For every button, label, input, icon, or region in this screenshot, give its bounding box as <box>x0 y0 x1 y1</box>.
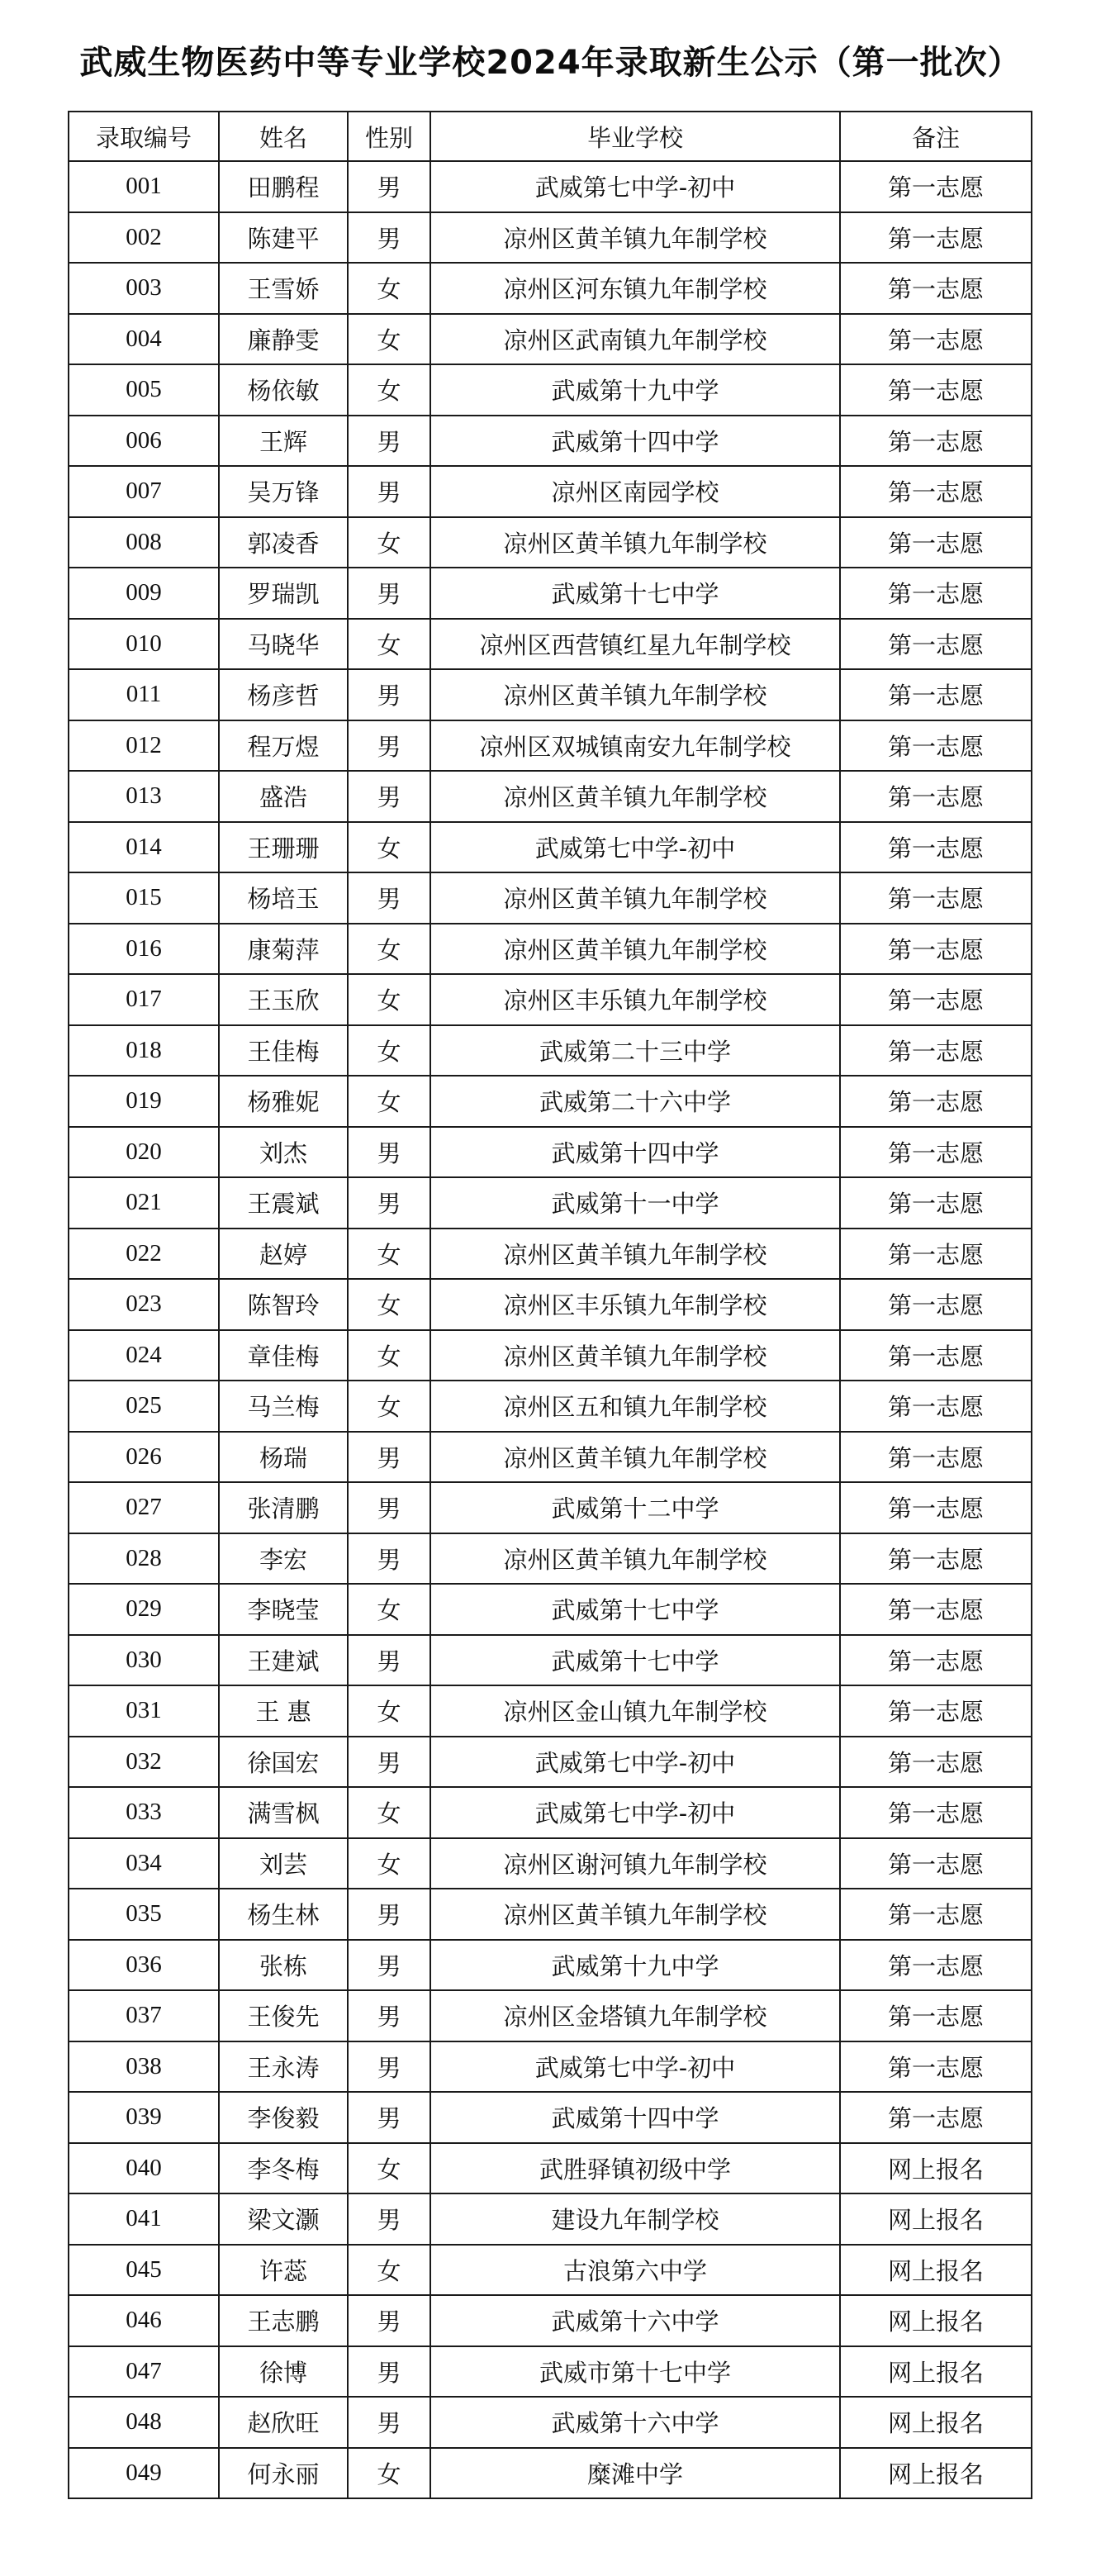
page-title: 武威生物医药中等专业学校2024年录取新生公示（第一批次） <box>79 44 1022 82</box>
cell-gender: 女 <box>348 2448 430 2499</box>
cell-graduation-school: 凉州区黄羊镇九年制学校 <box>430 771 840 822</box>
cell-admission-number: 008 <box>69 517 219 568</box>
cell-name: 廉静雯 <box>219 314 348 365</box>
cell-gender: 女 <box>348 1787 430 1838</box>
cell-name: 王俊先 <box>219 1990 348 2041</box>
table-row <box>69 2245 1032 2296</box>
cell-admission-number: 029 <box>69 1584 219 1635</box>
cell-name: 田鹏程 <box>219 161 348 212</box>
table-row <box>69 771 1032 822</box>
cell-graduation-school: 武威第十九中学 <box>430 1940 840 1991</box>
cell-remarks: 第一志愿 <box>840 924 1032 975</box>
cell-name: 盛浩 <box>219 771 348 822</box>
cell-admission-number: 027 <box>69 1482 219 1533</box>
cell-name: 程万煜 <box>219 720 348 772</box>
cell-graduation-school: 凉州区五和镇九年制学校 <box>430 1381 840 1432</box>
cell-remarks: 第一志愿 <box>840 161 1032 212</box>
cell-graduation-school: 凉州区武南镇九年制学校 <box>430 314 840 365</box>
cell-graduation-school: 凉州区黄羊镇九年制学校 <box>430 924 840 975</box>
table-row <box>69 2092 1032 2143</box>
cell-remarks: 第一志愿 <box>840 314 1032 365</box>
cell-graduation-school: 武胜驿镇初级中学 <box>430 2143 840 2194</box>
cell-admission-number: 047 <box>69 2346 219 2398</box>
cell-graduation-school: 凉州区谢河镇九年制学校 <box>430 1838 840 1889</box>
cell-graduation-school: 建设九年制学校 <box>430 2193 840 2245</box>
cell-admission-number: 037 <box>69 1990 219 2041</box>
cell-gender: 男 <box>348 1127 430 1178</box>
table-row <box>69 161 1032 212</box>
table-row <box>69 669 1032 720</box>
cell-gender: 女 <box>348 314 430 365</box>
cell-admission-number: 049 <box>69 2448 219 2499</box>
cell-graduation-school: 凉州区黄羊镇九年制学校 <box>430 1229 840 1280</box>
cell-graduation-school: 凉州区黄羊镇九年制学校 <box>430 212 840 264</box>
cell-graduation-school: 武威第七中学-初中 <box>430 2041 840 2093</box>
cell-admission-number: 005 <box>69 364 219 416</box>
cell-graduation-school: 武威第十四中学 <box>430 1127 840 1178</box>
cell-gender: 女 <box>348 364 430 416</box>
cell-admission-number: 036 <box>69 1940 219 1991</box>
cell-admission-number: 023 <box>69 1279 219 1330</box>
table-row <box>69 212 1032 264</box>
cell-graduation-school: 凉州区黄羊镇九年制学校 <box>430 517 840 568</box>
cell-admission-number: 039 <box>69 2092 219 2143</box>
table-row <box>69 1482 1032 1533</box>
cell-admission-number: 045 <box>69 2245 219 2296</box>
cell-gender: 女 <box>348 1381 430 1432</box>
cell-gender: 女 <box>348 924 430 975</box>
table-row <box>69 1635 1032 1686</box>
cell-graduation-school: 武威第十一中学 <box>430 1177 840 1229</box>
cell-remarks: 网上报名 <box>840 2193 1032 2245</box>
table-row <box>69 517 1032 568</box>
cell-name: 郭凌香 <box>219 517 348 568</box>
cell-remarks: 第一志愿 <box>840 212 1032 264</box>
cell-admission-number: 026 <box>69 1432 219 1483</box>
cell-admission-number: 006 <box>69 416 219 467</box>
cell-graduation-school: 武威第十七中学 <box>430 1635 840 1686</box>
cell-gender: 男 <box>348 2346 430 2398</box>
header-row <box>69 112 1032 161</box>
cell-graduation-school: 武威第十四中学 <box>430 2092 840 2143</box>
cell-admission-number: 007 <box>69 466 219 517</box>
header-name: 姓名 <box>219 112 348 161</box>
cell-admission-number: 028 <box>69 1533 219 1585</box>
cell-graduation-school: 武威第十九中学 <box>430 364 840 416</box>
cell-graduation-school: 凉州区黄羊镇九年制学校 <box>430 1330 840 1381</box>
cell-admission-number: 012 <box>69 720 219 772</box>
cell-admission-number: 015 <box>69 872 219 924</box>
cell-gender: 男 <box>348 416 430 467</box>
cell-remarks: 第一志愿 <box>840 1584 1032 1635</box>
table-row <box>69 2397 1032 2448</box>
cell-admission-number: 022 <box>69 1229 219 1280</box>
cell-remarks: 第一志愿 <box>840 872 1032 924</box>
table-row <box>69 1279 1032 1330</box>
cell-remarks: 第一志愿 <box>840 1482 1032 1533</box>
cell-remarks: 第一志愿 <box>840 416 1032 467</box>
cell-remarks: 网上报名 <box>840 2143 1032 2194</box>
cell-name: 马晓华 <box>219 619 348 670</box>
header-admission-number: 录取编号 <box>69 112 219 161</box>
cell-gender: 男 <box>348 2193 430 2245</box>
cell-gender: 男 <box>348 771 430 822</box>
cell-remarks: 第一志愿 <box>840 619 1032 670</box>
cell-admission-number: 041 <box>69 2193 219 2245</box>
cell-name: 李宏 <box>219 1533 348 1585</box>
cell-graduation-school: 武威第十二中学 <box>430 1482 840 1533</box>
cell-gender: 女 <box>348 619 430 670</box>
cell-name: 赵婷 <box>219 1229 348 1280</box>
cell-remarks: 第一志愿 <box>840 568 1032 619</box>
cell-graduation-school: 凉州区丰乐镇九年制学校 <box>430 974 840 1025</box>
cell-remarks: 第一志愿 <box>840 669 1032 720</box>
cell-admission-number: 004 <box>69 314 219 365</box>
cell-remarks: 第一志愿 <box>840 466 1032 517</box>
cell-name: 康菊萍 <box>219 924 348 975</box>
cell-admission-number: 003 <box>69 263 219 314</box>
cell-remarks: 第一志愿 <box>840 771 1032 822</box>
cell-name: 刘杰 <box>219 1127 348 1178</box>
cell-admission-number: 002 <box>69 212 219 264</box>
table-row <box>69 2448 1032 2499</box>
cell-gender: 女 <box>348 1076 430 1127</box>
cell-gender: 女 <box>348 1025 430 1077</box>
cell-gender: 男 <box>348 1889 430 1940</box>
cell-name: 杨培玉 <box>219 872 348 924</box>
cell-remarks: 第一志愿 <box>840 1127 1032 1178</box>
cell-graduation-school: 武威第二十六中学 <box>430 1076 840 1127</box>
cell-name: 刘芸 <box>219 1838 348 1889</box>
cell-admission-number: 018 <box>69 1025 219 1077</box>
cell-admission-number: 010 <box>69 619 219 670</box>
cell-admission-number: 035 <box>69 1889 219 1940</box>
cell-remarks: 网上报名 <box>840 2346 1032 2398</box>
cell-remarks: 网上报名 <box>840 2245 1032 2296</box>
cell-admission-number: 001 <box>69 161 219 212</box>
cell-name: 李俊毅 <box>219 2092 348 2143</box>
cell-graduation-school: 武威第十七中学 <box>430 1584 840 1635</box>
cell-name: 何永丽 <box>219 2448 348 2499</box>
cell-name: 王 惠 <box>219 1685 348 1737</box>
cell-name: 王珊珊 <box>219 822 348 873</box>
cell-name: 杨瑞 <box>219 1432 348 1483</box>
table-body <box>69 161 1032 2498</box>
cell-remarks: 第一志愿 <box>840 1737 1032 1788</box>
cell-name: 李晓莹 <box>219 1584 348 1635</box>
cell-gender: 男 <box>348 720 430 772</box>
header-gender: 性别 <box>348 112 430 161</box>
cell-name: 陈智玲 <box>219 1279 348 1330</box>
cell-name: 马兰梅 <box>219 1381 348 1432</box>
cell-name: 赵欣旺 <box>219 2397 348 2448</box>
cell-graduation-school: 凉州区丰乐镇九年制学校 <box>430 1279 840 1330</box>
table-row <box>69 1229 1032 1280</box>
cell-gender: 女 <box>348 2143 430 2194</box>
table-row <box>69 1076 1032 1127</box>
cell-graduation-school: 凉州区金塔镇九年制学校 <box>430 1990 840 2041</box>
cell-name: 张清鹏 <box>219 1482 348 1533</box>
cell-remarks: 第一志愿 <box>840 1076 1032 1127</box>
cell-remarks: 第一志愿 <box>840 1330 1032 1381</box>
table-row <box>69 1584 1032 1635</box>
cell-remarks: 第一志愿 <box>840 1685 1032 1737</box>
cell-name: 张栋 <box>219 1940 348 1991</box>
cell-gender: 男 <box>348 1432 430 1483</box>
table-row <box>69 974 1032 1025</box>
cell-remarks: 网上报名 <box>840 2397 1032 2448</box>
cell-name: 徐博 <box>219 2346 348 2398</box>
cell-admission-number: 024 <box>69 1330 219 1381</box>
table-row <box>69 1177 1032 1229</box>
cell-gender: 男 <box>348 212 430 264</box>
table-row <box>69 466 1032 517</box>
cell-name: 王佳梅 <box>219 1025 348 1077</box>
table-row <box>69 2346 1032 2398</box>
cell-gender: 男 <box>348 1990 430 2041</box>
cell-admission-number: 013 <box>69 771 219 822</box>
cell-gender: 女 <box>348 1838 430 1889</box>
cell-gender: 男 <box>348 1482 430 1533</box>
cell-name: 王玉欣 <box>219 974 348 1025</box>
table-row <box>69 1685 1032 1737</box>
cell-gender: 女 <box>348 822 430 873</box>
cell-graduation-school: 凉州区黄羊镇九年制学校 <box>430 669 840 720</box>
cell-remarks: 第一志愿 <box>840 1838 1032 1889</box>
cell-name: 章佳梅 <box>219 1330 348 1381</box>
cell-graduation-school: 武威第七中学-初中 <box>430 161 840 212</box>
cell-gender: 女 <box>348 1279 430 1330</box>
cell-remarks: 第一志愿 <box>840 263 1032 314</box>
table-row <box>69 568 1032 619</box>
cell-gender: 男 <box>348 669 430 720</box>
cell-admission-number: 040 <box>69 2143 219 2194</box>
cell-gender: 女 <box>348 517 430 568</box>
table-header <box>69 112 1032 161</box>
cell-graduation-school: 武威第十六中学 <box>430 2397 840 2448</box>
cell-remarks: 第一志愿 <box>840 822 1032 873</box>
table-row <box>69 1940 1032 1991</box>
cell-graduation-school: 武威第七中学-初中 <box>430 1787 840 1838</box>
cell-name: 许蕊 <box>219 2245 348 2296</box>
cell-graduation-school: 武威市第十七中学 <box>430 2346 840 2398</box>
cell-graduation-school: 凉州区西营镇红星九年制学校 <box>430 619 840 670</box>
cell-remarks: 第一志愿 <box>840 1432 1032 1483</box>
cell-gender: 男 <box>348 2092 430 2143</box>
cell-gender: 男 <box>348 872 430 924</box>
table-row <box>69 1990 1032 2041</box>
cell-remarks: 第一志愿 <box>840 517 1032 568</box>
table-row <box>69 2193 1032 2245</box>
table-row <box>69 2041 1032 2093</box>
cell-admission-number: 019 <box>69 1076 219 1127</box>
cell-gender: 男 <box>348 2397 430 2448</box>
cell-name: 王志鹏 <box>219 2295 348 2346</box>
table-row <box>69 1787 1032 1838</box>
cell-admission-number: 009 <box>69 568 219 619</box>
cell-graduation-school: 凉州区黄羊镇九年制学校 <box>430 1533 840 1585</box>
cell-admission-number: 034 <box>69 1838 219 1889</box>
cell-gender: 男 <box>348 2041 430 2093</box>
table-row <box>69 416 1032 467</box>
cell-graduation-school: 武威第七中学-初中 <box>430 1737 840 1788</box>
cell-name: 李冬梅 <box>219 2143 348 2194</box>
cell-gender: 男 <box>348 161 430 212</box>
cell-remarks: 网上报名 <box>840 2448 1032 2499</box>
cell-graduation-school: 武威第十四中学 <box>430 416 840 467</box>
cell-graduation-school: 凉州区黄羊镇九年制学校 <box>430 1432 840 1483</box>
cell-admission-number: 017 <box>69 974 219 1025</box>
cell-gender: 女 <box>348 1330 430 1381</box>
table-row <box>69 1737 1032 1788</box>
cell-gender: 男 <box>348 568 430 619</box>
cell-graduation-school: 凉州区黄羊镇九年制学校 <box>430 1889 840 1940</box>
cell-name: 王震斌 <box>219 1177 348 1229</box>
cell-admission-number: 046 <box>69 2295 219 2346</box>
cell-gender: 男 <box>348 1177 430 1229</box>
cell-gender: 男 <box>348 1533 430 1585</box>
cell-gender: 男 <box>348 1940 430 1991</box>
cell-admission-number: 016 <box>69 924 219 975</box>
cell-graduation-school: 凉州区金山镇九年制学校 <box>430 1685 840 1737</box>
cell-name: 杨雅妮 <box>219 1076 348 1127</box>
cell-graduation-school: 凉州区双城镇南安九年制学校 <box>430 720 840 772</box>
cell-graduation-school: 古浪第六中学 <box>430 2245 840 2296</box>
cell-name: 杨依敏 <box>219 364 348 416</box>
table-row <box>69 619 1032 670</box>
cell-remarks: 第一志愿 <box>840 1381 1032 1432</box>
cell-graduation-school: 武威第十七中学 <box>430 568 840 619</box>
cell-admission-number: 030 <box>69 1635 219 1686</box>
cell-gender: 男 <box>348 1635 430 1686</box>
table-row <box>69 2143 1032 2194</box>
cell-graduation-school: 武威第二十三中学 <box>430 1025 840 1077</box>
cell-name: 王永涛 <box>219 2041 348 2093</box>
cell-remarks: 第一志愿 <box>840 1635 1032 1686</box>
cell-graduation-school: 武威第七中学-初中 <box>430 822 840 873</box>
cell-remarks: 第一志愿 <box>840 1787 1032 1838</box>
cell-remarks: 第一志愿 <box>840 1279 1032 1330</box>
cell-name: 王建斌 <box>219 1635 348 1686</box>
cell-admission-number: 014 <box>69 822 219 873</box>
cell-remarks: 第一志愿 <box>840 1889 1032 1940</box>
cell-admission-number: 011 <box>69 669 219 720</box>
cell-graduation-school: 糜滩中学 <box>430 2448 840 2499</box>
cell-remarks: 第一志愿 <box>840 720 1032 772</box>
cell-graduation-school: 凉州区河东镇九年制学校 <box>430 263 840 314</box>
cell-name: 王辉 <box>219 416 348 467</box>
cell-name: 王雪娇 <box>219 263 348 314</box>
cell-name: 吴万锋 <box>219 466 348 517</box>
cell-remarks: 网上报名 <box>840 2295 1032 2346</box>
cell-admission-number: 021 <box>69 1177 219 1229</box>
cell-remarks: 第一志愿 <box>840 1025 1032 1077</box>
cell-gender: 男 <box>348 2295 430 2346</box>
table-row <box>69 314 1032 365</box>
cell-gender: 女 <box>348 1229 430 1280</box>
cell-name: 罗瑞凯 <box>219 568 348 619</box>
table-row <box>69 1889 1032 1940</box>
table-row <box>69 263 1032 314</box>
cell-gender: 女 <box>348 2245 430 2296</box>
cell-admission-number: 020 <box>69 1127 219 1178</box>
header-graduation-school: 毕业学校 <box>430 112 840 161</box>
table-row <box>69 1330 1032 1381</box>
cell-gender: 女 <box>348 1685 430 1737</box>
admission-table <box>68 111 1032 2499</box>
table-row <box>69 1381 1032 1432</box>
cell-remarks: 第一志愿 <box>840 2092 1032 2143</box>
cell-remarks: 第一志愿 <box>840 1990 1032 2041</box>
cell-name: 杨生林 <box>219 1889 348 1940</box>
cell-name: 梁文灏 <box>219 2193 348 2245</box>
cell-admission-number: 038 <box>69 2041 219 2093</box>
cell-remarks: 第一志愿 <box>840 1229 1032 1280</box>
cell-remarks: 第一志愿 <box>840 2041 1032 2093</box>
table-row <box>69 364 1032 416</box>
table-row <box>69 872 1032 924</box>
table-row <box>69 924 1032 975</box>
table-row <box>69 1838 1032 1889</box>
cell-graduation-school: 凉州区南园学校 <box>430 466 840 517</box>
table-row <box>69 2295 1032 2346</box>
table-row <box>69 822 1032 873</box>
cell-admission-number: 048 <box>69 2397 219 2448</box>
cell-admission-number: 025 <box>69 1381 219 1432</box>
table-row <box>69 1025 1032 1077</box>
cell-name: 满雪枫 <box>219 1787 348 1838</box>
header-remarks: 备注 <box>840 112 1032 161</box>
cell-remarks: 第一志愿 <box>840 364 1032 416</box>
table-row <box>69 720 1032 772</box>
table-row <box>69 1432 1032 1483</box>
cell-remarks: 第一志愿 <box>840 1177 1032 1229</box>
cell-graduation-school: 武威第十六中学 <box>430 2295 840 2346</box>
cell-remarks: 第一志愿 <box>840 1940 1032 1991</box>
cell-remarks: 第一志愿 <box>840 974 1032 1025</box>
cell-name: 徐国宏 <box>219 1737 348 1788</box>
cell-gender: 女 <box>348 974 430 1025</box>
cell-gender: 男 <box>348 466 430 517</box>
cell-name: 陈建平 <box>219 212 348 264</box>
cell-gender: 女 <box>348 1584 430 1635</box>
cell-gender: 男 <box>348 1737 430 1788</box>
cell-gender: 女 <box>348 263 430 314</box>
cell-admission-number: 031 <box>69 1685 219 1737</box>
table-row <box>69 1127 1032 1178</box>
cell-remarks: 第一志愿 <box>840 1533 1032 1585</box>
cell-graduation-school: 凉州区黄羊镇九年制学校 <box>430 872 840 924</box>
cell-admission-number: 032 <box>69 1737 219 1788</box>
cell-name: 杨彦哲 <box>219 669 348 720</box>
cell-admission-number: 033 <box>69 1787 219 1838</box>
table-row <box>69 1533 1032 1585</box>
